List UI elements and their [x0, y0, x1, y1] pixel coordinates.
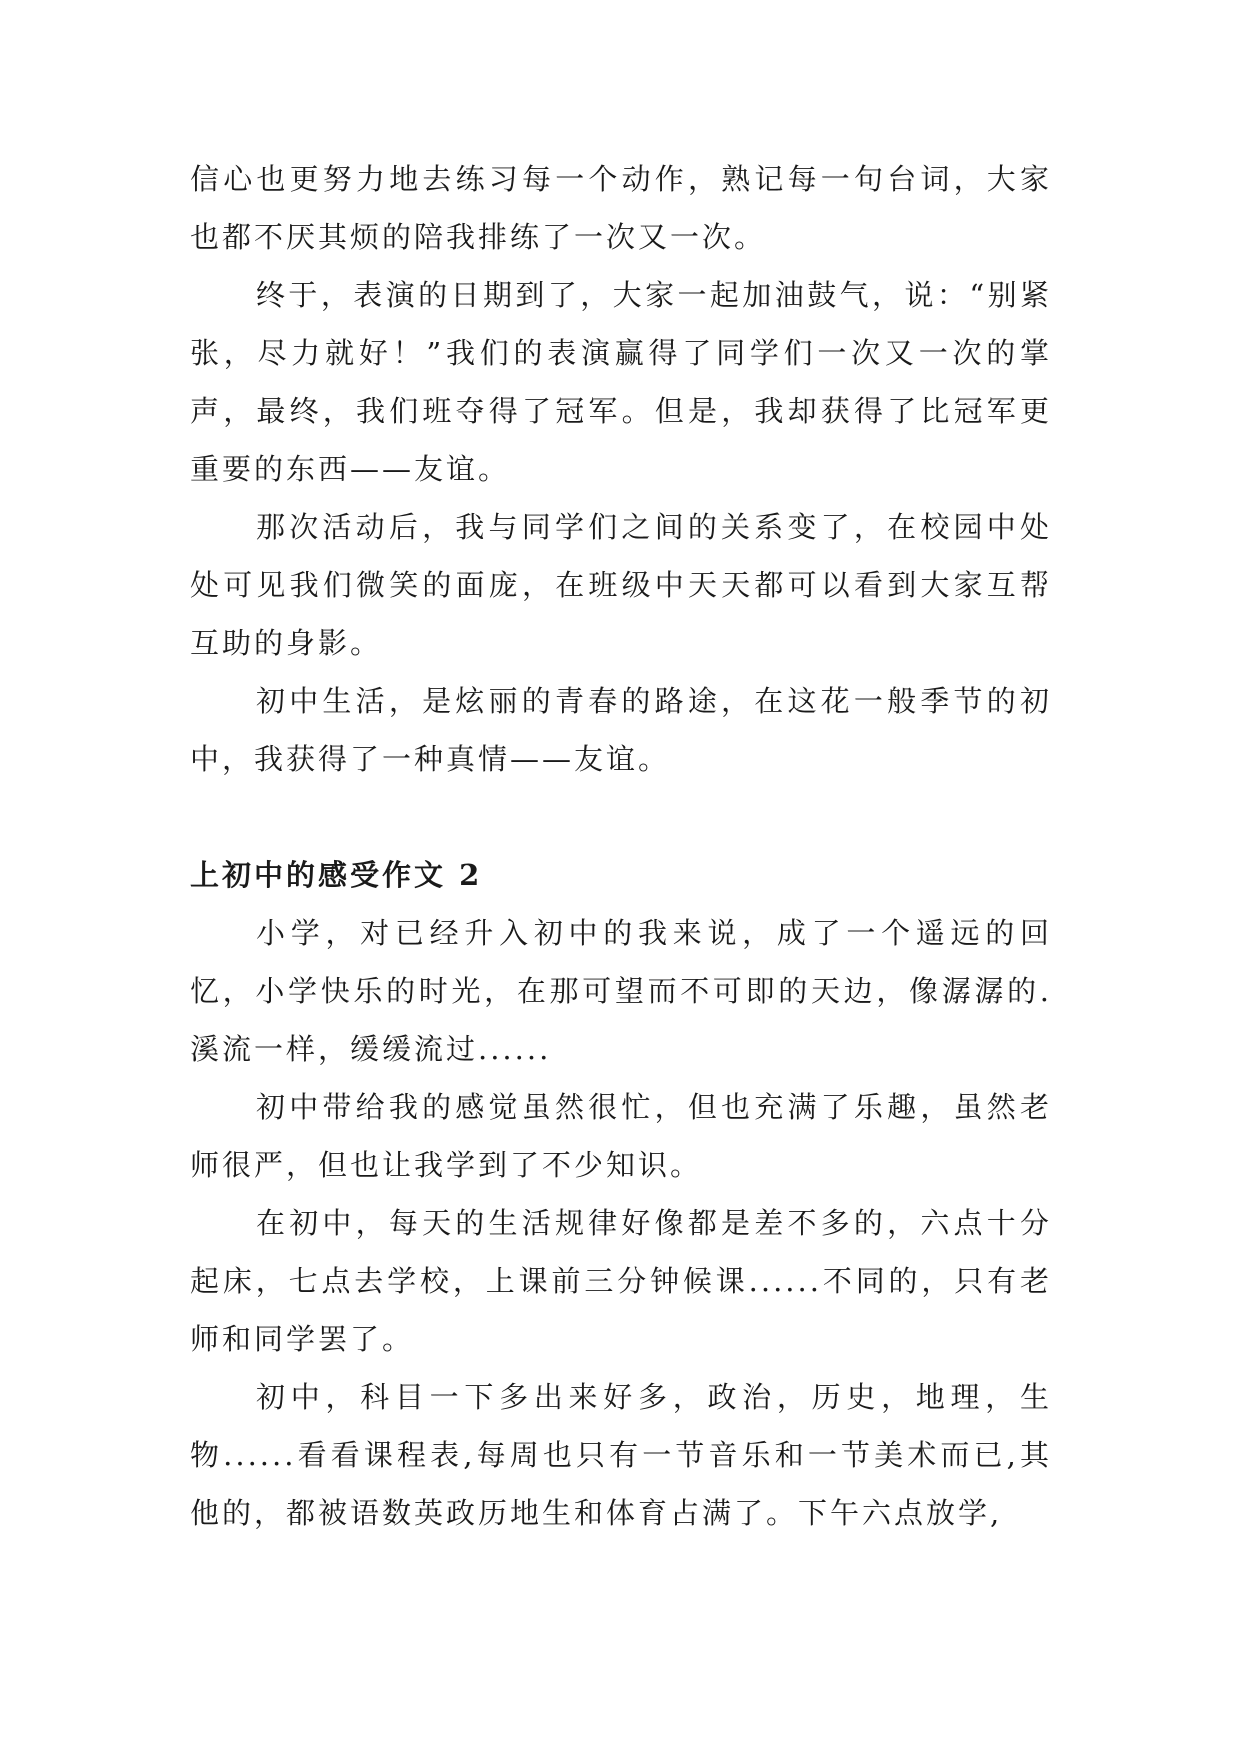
- section-spacer: [190, 788, 1052, 846]
- paragraph: 小学，对已经升入初中的我来说，成了一个遥远的回忆，小学快乐的时光，在那可望而不可即的天边，像潺潺的.溪流一样，缓缓流过......: [190, 916, 1052, 1066]
- paragraph: 信心也更努力地去练习每一个动作，熟记每一句台词，大家也都不厌其烦的陪我排练了一次又一次。: [190, 162, 1052, 254]
- paragraph: 初中带给我的感觉虽然很忙，但也充满了乐趣，虽然老师很严，但也让我学到了不少知识。: [190, 1090, 1052, 1182]
- paragraph: 终于，表演的日期到了，大家一起加油鼓气，说：“别紧张，尽力就好！”我们的表演赢得了同学们一次又一次的掌声，最终，我们班夺得了冠军。但是，我却获得了比冠军更重要的东西——友谊。: [190, 278, 1052, 486]
- document-body: [190, 150, 1052, 1542]
- paragraph: 在初中，每天的生活规律好像都是差不多的，六点十分起床，七点去学校，上课前三分钟候课......不同的，只有老师和同学罢了。: [190, 1206, 1052, 1356]
- section-heading: 上初中的感受作文 2: [190, 858, 483, 892]
- paragraph: 那次活动后，我与同学们之间的关系变了，在校园中处处可见我们微笑的面庞，在班级中天天都可以看到大家互帮互助的身影。: [190, 510, 1052, 660]
- paragraph: 初中，科目一下多出来好多，政治，历史，地理，生物......看看课程表,每周也只有一节音乐和一节美术而已,其他的，都被语数英政历地生和体育占满了。下午六点放学,: [190, 1380, 1052, 1530]
- paragraph: 初中生活，是炫丽的青春的路途，在这花一般季节的初中，我获得了一种真情——友谊。: [190, 684, 1052, 776]
